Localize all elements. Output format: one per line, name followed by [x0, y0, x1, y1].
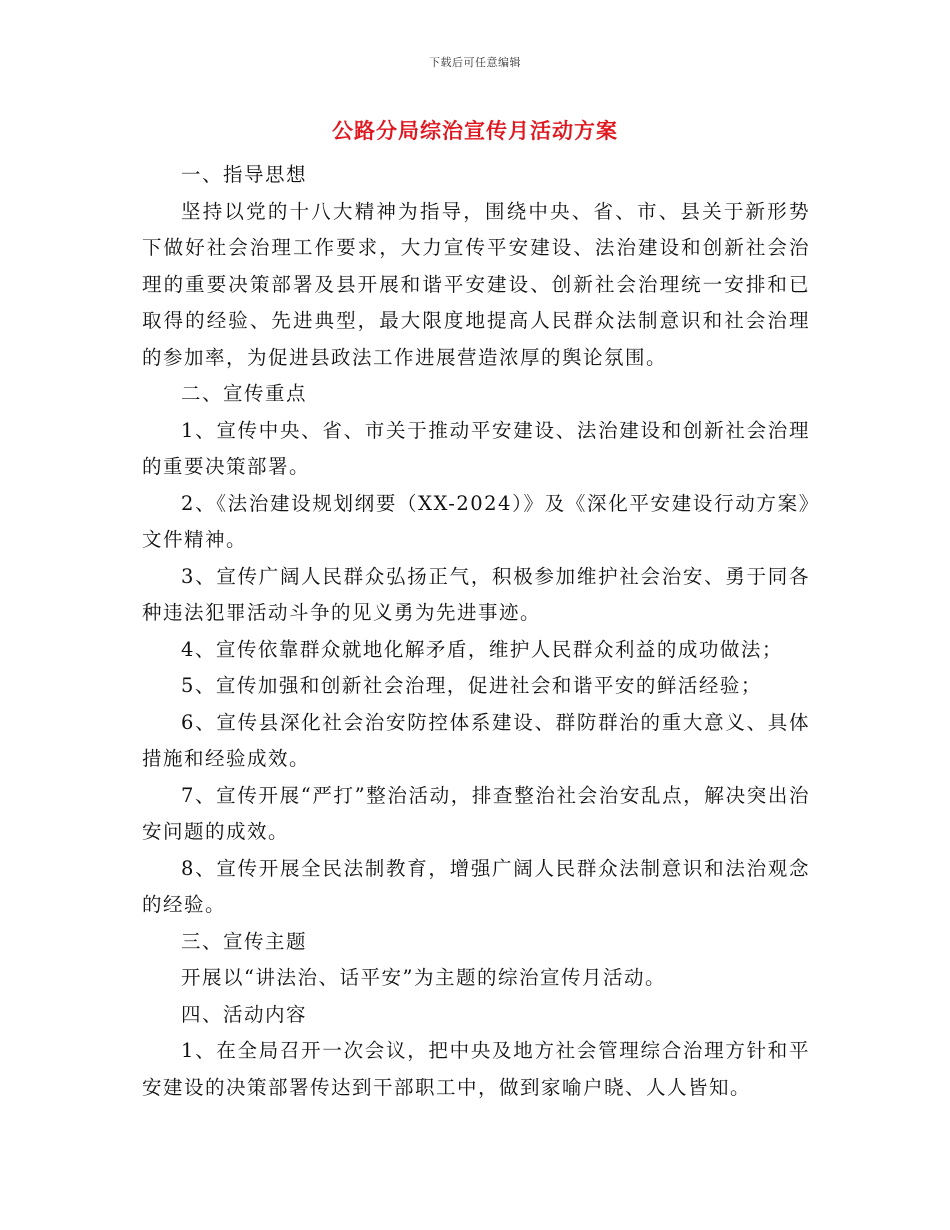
list-item-focus-8: 8、宣传开展全民法制教育，增强广阔人民群众法制意识和法治观念的经验。 — [142, 856, 810, 916]
list-item-focus-2: 2、《法治建设规划纲要（XX-2024）》及《深化平安建设行动方案》文件精神。 — [142, 491, 810, 551]
list-item-focus-7: 7、宣传开展“严打”整治活动，排查整治社会治安乱点，解决突出治安问题的成效。 — [142, 783, 810, 843]
list-item-focus-4: 4、宣传依靠群众就地化解矛盾，维护人民群众利益的成功做法； — [181, 637, 783, 661]
list-item-focus-5: 5、宣传加强和创新社会治理，促进社会和谐平安的鲜活经验； — [181, 674, 762, 697]
section-heading-guiding-ideology: 一、指导思想 — [181, 163, 308, 186]
section-heading-publicity-theme: 三、宣传主题 — [181, 929, 308, 953]
list-item-focus-6: 6、宣传县深化社会治安防控体系建设、群防群治的重大意义、具体措施和经验成效。 — [142, 710, 810, 770]
list-item-focus-3: 3、宣传广阔人民群众弘扬正气，积极参加维护社会治安、勇于同各种违法犯罪活动斗争的见义勇为先进事迹。 — [142, 564, 810, 624]
paragraph-publicity-theme: 开展以“讲法治、话平安”为主题的综治宣传月活动。 — [181, 966, 666, 989]
page-header-note: 下载后可任意编辑 — [429, 56, 521, 69]
section-heading-activity-content: 四、活动内容 — [181, 1002, 308, 1026]
section-heading-publicity-focus: 二、宣传重点 — [181, 382, 308, 405]
document-title: 公路分局综治宣传月活动方案 — [332, 119, 618, 143]
list-item-focus-1: 1、宣传中央、省、市关于推动平安建设、法治建设和创新社会治理的重要决策部署。 — [142, 418, 810, 478]
list-item-activity-1: 1、在全局召开一次会议，把中央及地方社会管理综合治理方针和平安建设的决策部署传达到干部职工中，做到家喻户晓、人人皆知。 — [142, 1039, 810, 1099]
document-body — [142, 157, 810, 1106]
paragraph-guiding-ideology: 坚持以党的十八大精神为指导，围绕中央、省、市、县关于新形势下做好社会治理工作要求，大力宣传平安建设、法治建设和创新社会治理的重要决策部署及县开展和谐平安建设、创新社会治理统一安排和已取得的经验、先进典型，最大限度地提高人民群众法制意识和社会治理的参加率，为促进县政法工作进展营造浓厚的舆论氛围。 — [142, 199, 810, 369]
